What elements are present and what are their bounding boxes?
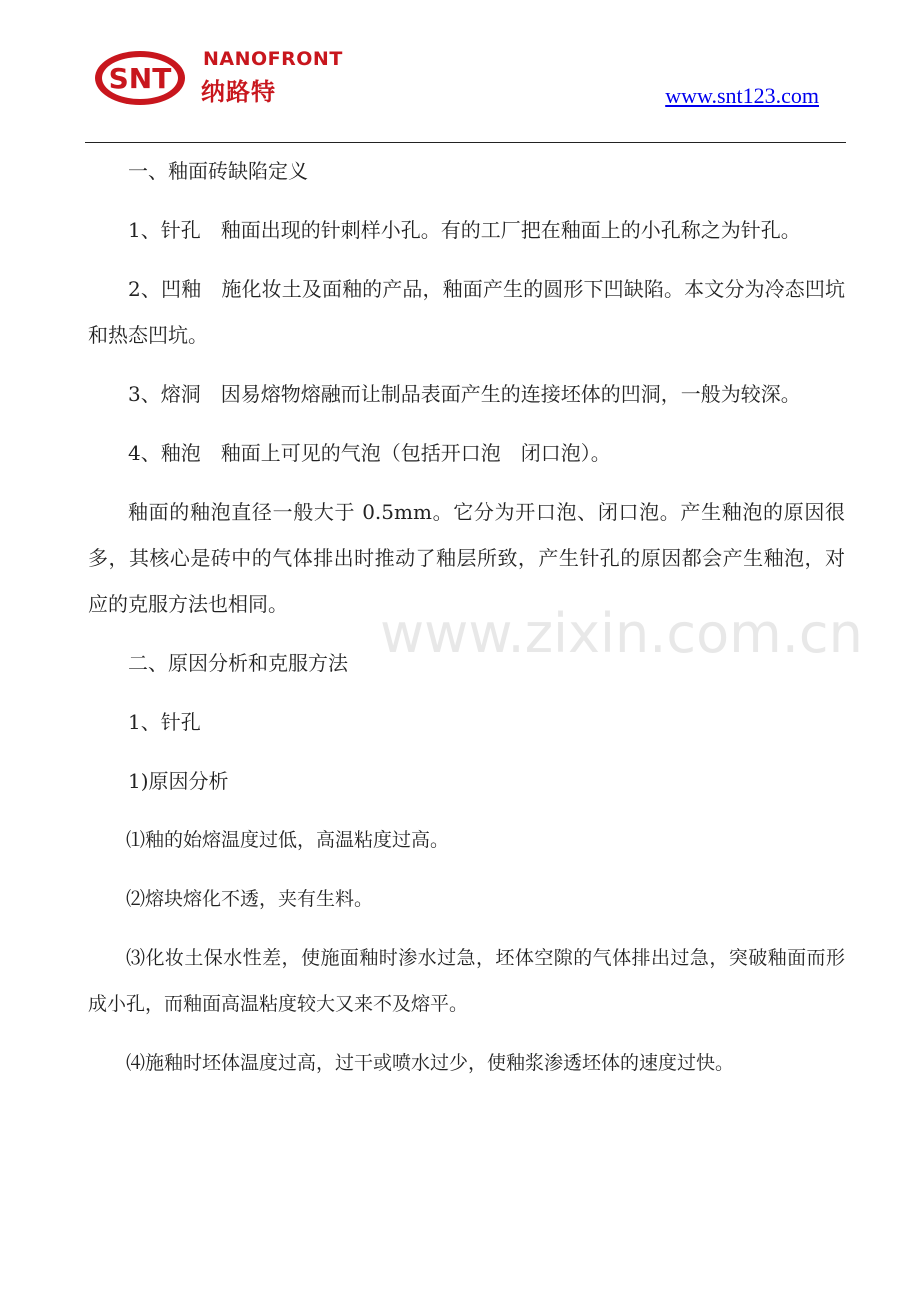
brand-name-chinese: 纳路特 (201, 78, 276, 106)
watermark: www.zixin.com.cn (380, 602, 863, 665)
website-link[interactable]: www.snt123.com (665, 83, 819, 108)
cause-item-4: ⑷施釉时坯体温度过高，过干或喷水过少，使釉浆渗透坯体的速度过快。 (126, 1052, 735, 1074)
cause-item-3: ⑶化妆土保水性差，使施面釉时渗水过急，坯体空隙的气体排出过急，突破釉面而形成小孔，而釉面高温粘度较大又来不及熔平。 (88, 947, 845, 1015)
logo-mark-text: SNT (108, 62, 172, 95)
header-divider (85, 142, 846, 143)
definition-dimple: 2、凹釉 施化妆土及面釉的产品，釉面产生的圆形下凹缺陷。本文分为冷态凹坑和热态凹坑。 (88, 277, 845, 347)
definition-melt-hole: 3、熔洞 因易熔物熔融而让制品表面产生的连接坯体的凹洞，一般为较深。 (128, 382, 801, 406)
section-heading-definitions: 一、釉面砖缺陷定义 (128, 159, 308, 183)
bubble-description: 釉面的釉泡直径一般大于 0.5mm。它分为开口泡、闭口泡。产生釉泡的原因很多，其核心是砖中的气体排出时推动了釉层所致，产生针孔的原因都会产生釉泡，对应的克服方法也相同。 (88, 500, 845, 616)
section-heading-causes: 二、原因分析和克服方法 (128, 651, 348, 675)
document-body (88, 148, 845, 1086)
brand-name-english: NANOFRONT (203, 48, 343, 70)
cause-item-1: ⑴釉的始熔温度过低，高温粘度过高。 (126, 829, 450, 851)
page-header (0, 0, 920, 145)
subheading-cause-analysis: 1)原因分析 (128, 769, 229, 793)
subheading-pinhole: 1、针孔 (128, 710, 201, 734)
cause-item-2: ⑵熔块熔化不透，夹有生料。 (126, 888, 374, 910)
definition-pinhole: 1、针孔 釉面出现的针刺样小孔。有的工厂把在釉面上的小孔称之为针孔。 (128, 218, 801, 242)
definition-bubble: 4、釉泡 釉面上可见的气泡（包括开口泡 闭口泡）。 (128, 441, 611, 465)
